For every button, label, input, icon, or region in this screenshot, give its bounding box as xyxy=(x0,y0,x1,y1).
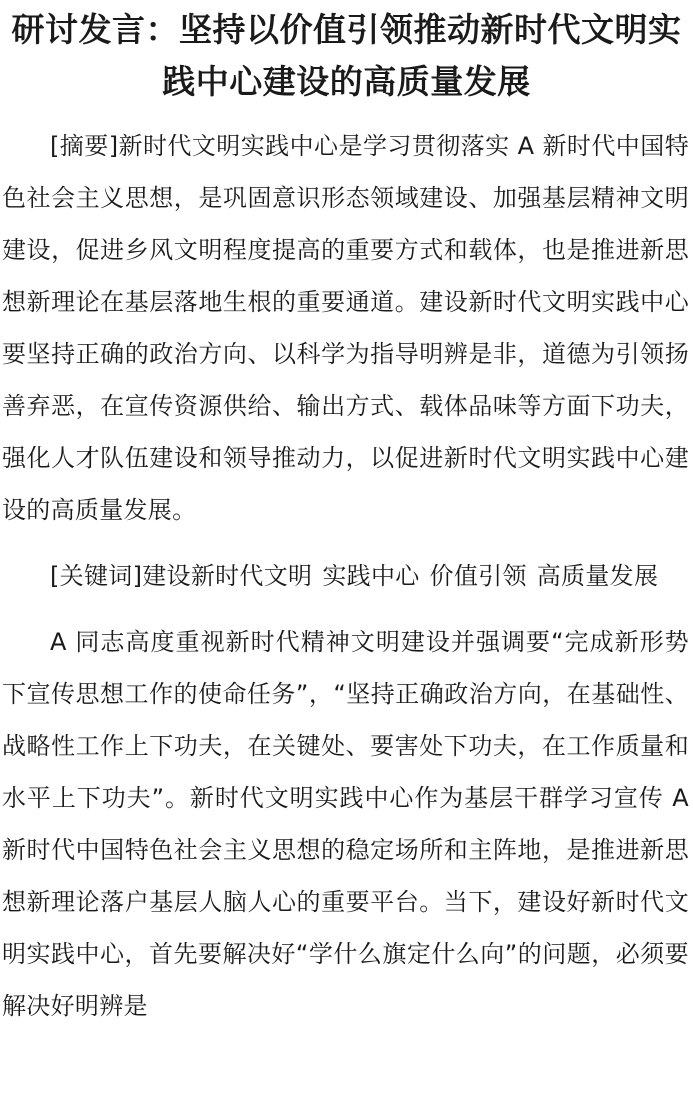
keywords-label: [关键词] xyxy=(50,562,143,590)
keyword-item: 实践中心 xyxy=(322,562,420,590)
document-title: 研讨发言：坚持以价值引领推动新时代文明实践中心建设的高质量发展 xyxy=(11,10,682,101)
keywords-paragraph xyxy=(0,550,693,602)
keyword-item: 高质量发展 xyxy=(536,562,659,590)
abstract-paragraph: [摘要]新时代文明实践中心是学习贯彻落实 A 新时代中国特色社会主义思想，是巩固意识形态领域建设、加强基层精神文明建设，促进乡风文明程度提高的重要方式和载体，也是推进新思想新理论在基层落地生根的重要通道。建设新时代文明实践中心要坚持正确的政治方向、以科学为指导明辨是非，道德为引领扬善弃恶，在宣传资源供给、输出方式、载体品味等方面下功夫，强化人才队伍建设和领导推动力，以促进新时代文明实践中心建设的高质量发展。 xyxy=(2,132,689,524)
keyword-item: 建设新时代文明 xyxy=(142,562,313,590)
keyword-item: 价值引领 xyxy=(429,562,527,590)
body-paragraph: A 同志高度重视新时代精神文明建设并强调要“完成新形势下宣传思想工作的使命任务”，“坚持正确政治方向，在基础性、战略性工作上下功夫，在关键处、要害处下功夫，在工作质量和水平上下功夫”。新时代文明实践中心作为基层干群学习宣传 A 新时代中国特色社会主义思想的稳定场所和主阵地，是推进新思想新理论落户基层人脑人心的重要平台。当下，建设好新时代文明实践中心，首先要解决好“学什么旗定什么向”的问题，必须要解决好明辨是 xyxy=(2,628,689,1020)
